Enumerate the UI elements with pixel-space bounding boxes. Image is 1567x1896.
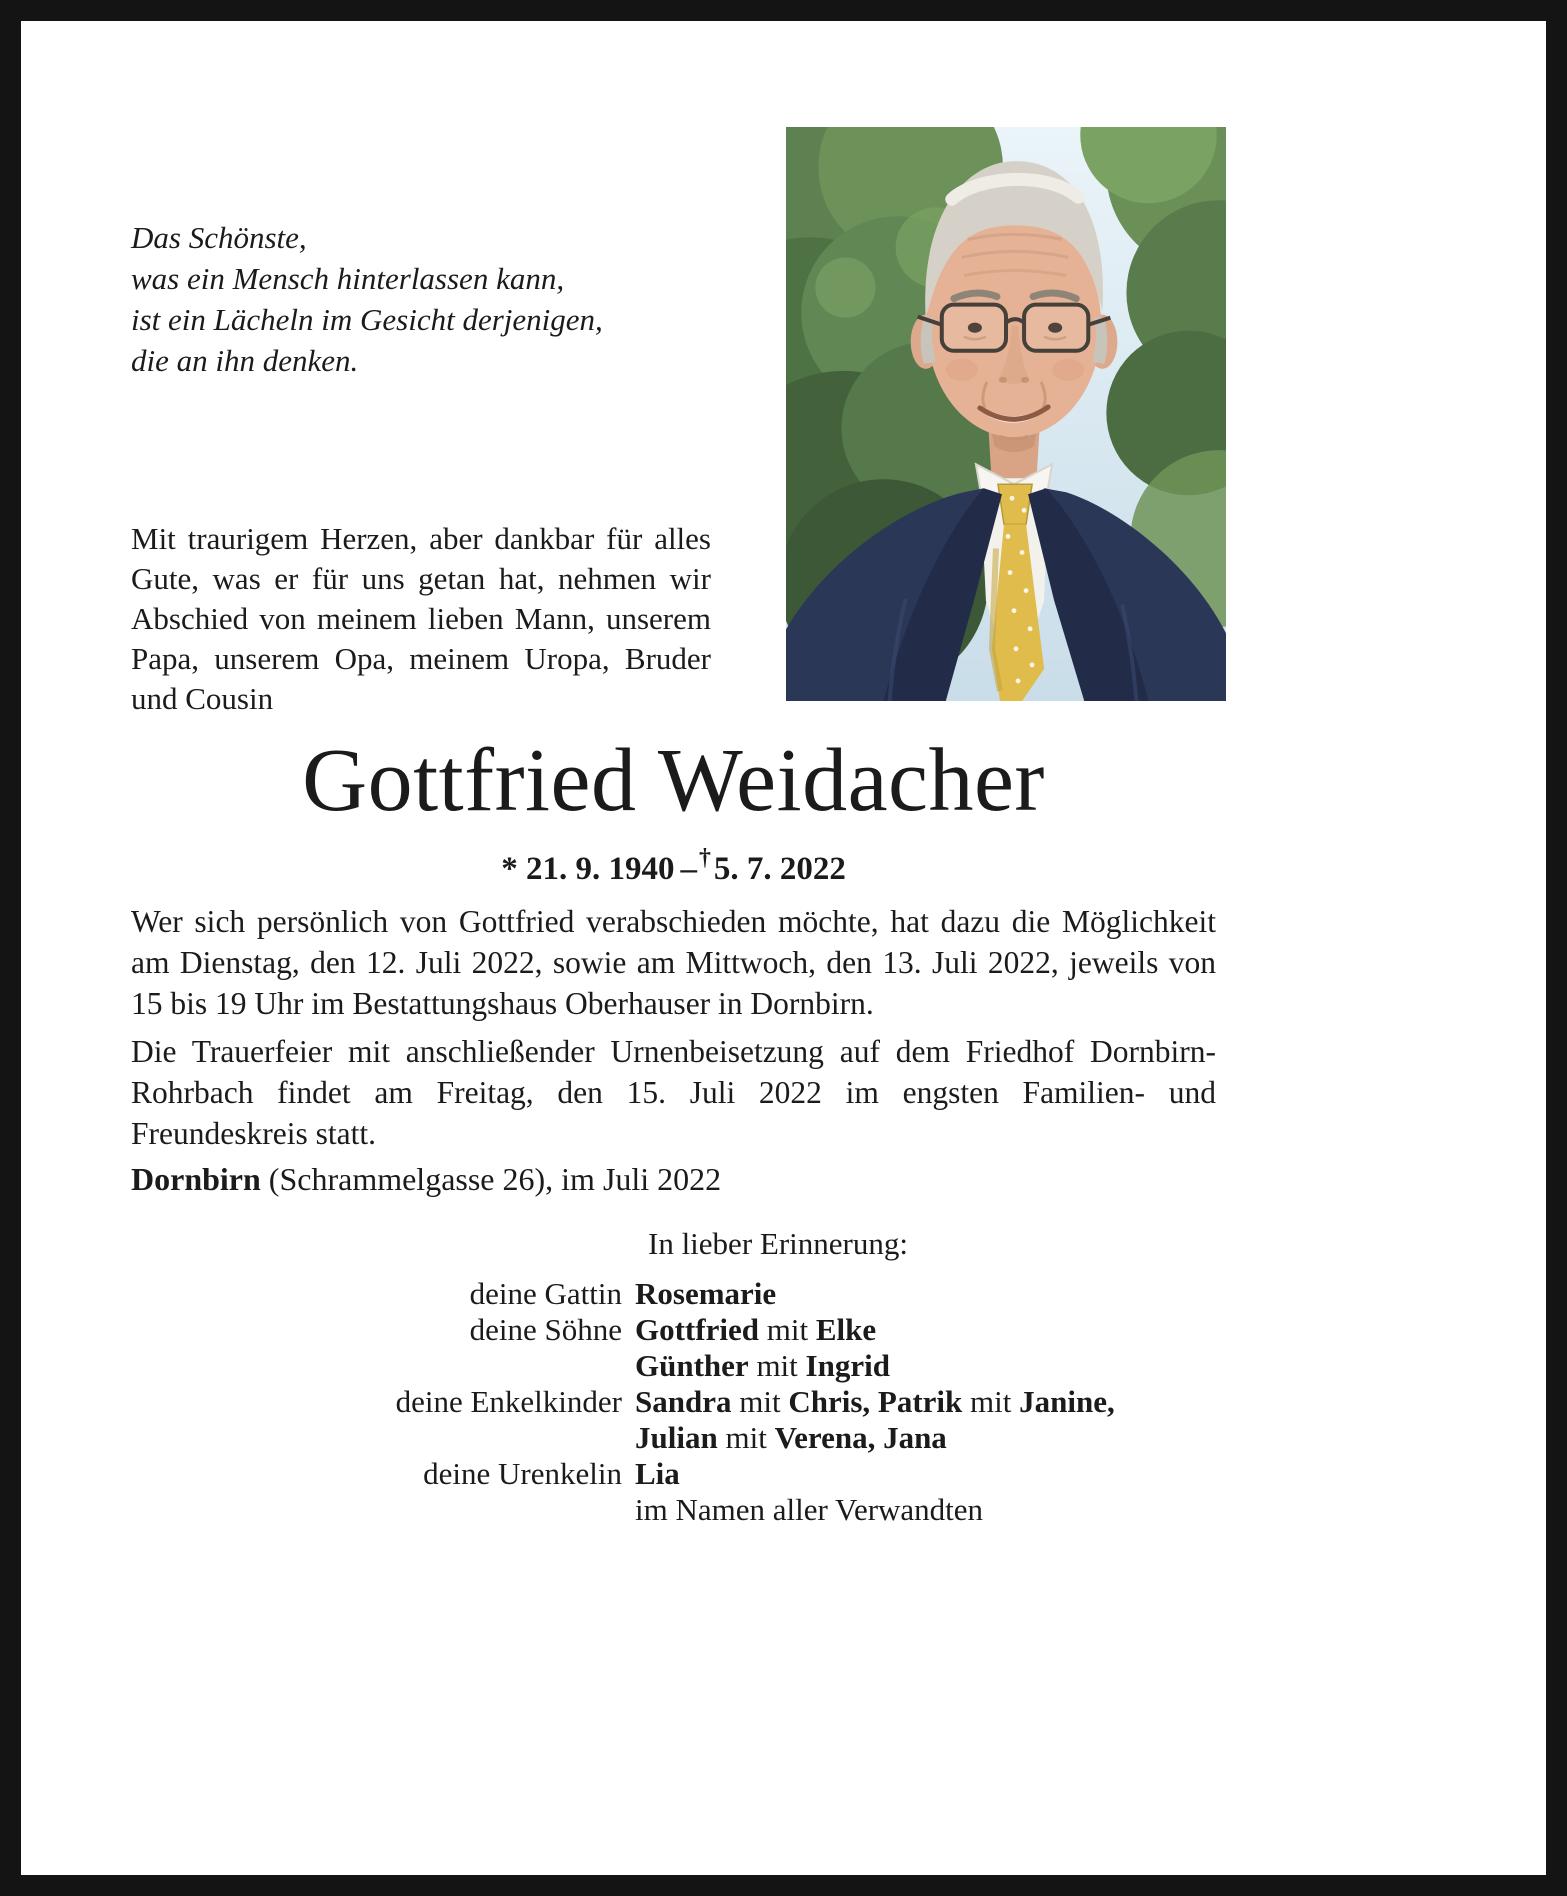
relation-label: deine Urenkelin [423, 1456, 622, 1491]
remembrance-row [131, 1492, 1241, 1528]
farewell-paragraph: Wer sich persönlich von Gottfried verabschieden möchte, hat dazu die Möglichkeit am Dienstag, den 12. Juli 2022, sowie am Mittwoch, den 13. Juli 2022, jeweils von 15 bis 19 Uhr im Bestattungshaus Oberhauser in Dornbirn. [131, 904, 1216, 1021]
relation-label [131, 1420, 635, 1456]
names-text: Gottfried mit Elke [635, 1312, 877, 1347]
names-text: Lia [635, 1456, 680, 1491]
remembrance-row [131, 1348, 1241, 1384]
remembrance-row [131, 1420, 1241, 1456]
remembrance-rows [131, 1276, 1241, 1528]
portrait-photo [786, 127, 1226, 701]
quote-line: ist ein Lächeln im Gesicht derjenigen, [131, 302, 603, 337]
relation-label: deine Gattin [469, 1276, 622, 1311]
remembrance-row [131, 1456, 1241, 1492]
life-dates [131, 847, 1216, 888]
birth-date: * 21. 9. 1940 [501, 851, 675, 887]
remembrance-header: In lieber Erinnerung: [648, 1226, 908, 1261]
deceased-name: Gottfried Weidacher [302, 731, 1045, 830]
dateline-rest: (Schrammelgasse 26), im Juli 2022 [260, 1161, 722, 1197]
quote-line: die an ihn denken. [131, 343, 359, 378]
death-cross-icon: † [698, 845, 711, 871]
relation-label [131, 1492, 635, 1528]
funeral-paragraph: Die Trauerfeier mit anschließender Urnenbeisetzung auf dem Friedhof Dornbirn-Rohrbach findet am Freitag, den 15. Juli 2022 im engsten Familien- und Freundeskreis statt. [131, 1034, 1216, 1151]
dates-separator: – [680, 851, 697, 887]
relation-label [131, 1348, 635, 1384]
relation-label: deine Söhne [469, 1312, 622, 1347]
names-text: Julian mit Verena, Jana [635, 1420, 947, 1455]
relation-label: deine Enkelkinder [395, 1384, 622, 1419]
quote-line: was ein Mensch hinterlassen kann, [131, 261, 565, 296]
dateline [131, 1161, 1216, 1198]
remembrance-section [131, 1226, 1241, 1528]
death-date: 5. 7. 2022 [713, 851, 846, 887]
quote-line: Das Schönste, [131, 220, 307, 255]
names-text: im Namen aller Verwandten [635, 1492, 984, 1527]
place-name: Dornbirn [131, 1161, 261, 1197]
names-text: Günther mit Ingrid [635, 1348, 890, 1383]
quote-block [131, 217, 731, 381]
names-text: Rosemarie [635, 1276, 777, 1311]
remembrance-row [131, 1276, 1241, 1312]
remembrance-row [131, 1384, 1241, 1420]
remembrance-row [131, 1312, 1241, 1348]
names-text: Sandra mit Chris, Patrik mit Janine, [635, 1384, 1115, 1419]
intro-text: Mit traurigem Herzen, aber dankbar für alles Gute, was er für uns getan hat, nehmen wir Abschied von meinem lieben Mann, unserem Papa, unserem Opa, meinem Uropa, Bruder und Cousin [131, 521, 711, 716]
